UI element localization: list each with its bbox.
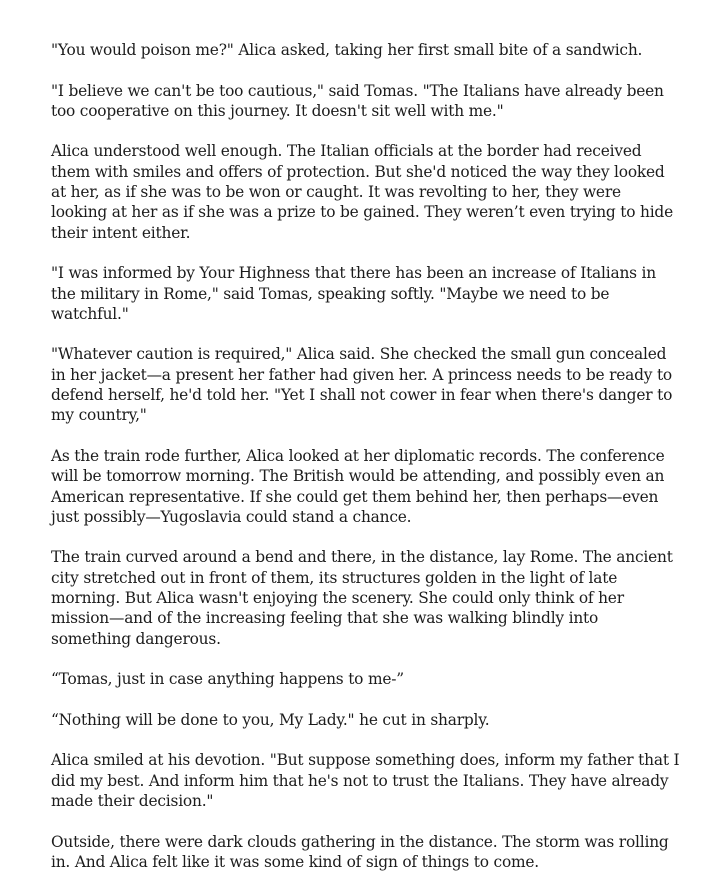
paragraph: “Tomas, just in case anything happens to me-” [51,670,404,689]
paragraph: Outside, there were dark clouds gathering in the distance. The storm was rolling in. And Alica felt like it was some kind of sign of things to come. [51,832,669,871]
paragraph: As the train rode further, Alica looked at her diplomatic records. The conference will be tomorrow morning. The British would be attending, and possibly even an American representative. If she could get them behind her, then perhaps—even just possibly—Yugoslavia could stand a chance. [51,446,665,526]
document-page [51,40,681,892]
paragraph: Alica understood well enough. The Italian officials at the border had received them with smiles and offers of protection. But she'd noticed the way they looked at her, as if she was to be won or caught. It was revolting to her, they were looking at her as if she was a prize to be gained. They weren’t even trying to hide their intent either. [51,142,673,242]
paragraph: “Nothing will be done to you, My Lady." he cut in sharply. [51,710,490,729]
paragraph: "You would poison me?" Alica asked, taking her first small bite of a sandwich. [51,41,643,59]
paragraph: "Whatever caution is required," Alica said. She checked the small gun concealed in her jacket—a present her father had given her. A princess needs to be ready to defend herself, he'd told her. "Yet I shall not cower in fear when there's danger to my country," [51,345,673,425]
paragraph: "I believe we can't be too cautious," said Tomas. "The Italians have already been too cooperative on this journey. It doesn't sit well with me." [51,81,664,120]
paragraph: Alica smiled at his devotion. "But suppose something does, inform my father that I did my best. And inform him that he's not to trust the Italians. They have already made their decision." [51,751,680,810]
paragraph: "I was informed by Your Highness that there has been an increase of Italians in the military in Rome," said Tomas, speaking softly. "Maybe we need to be watchful." [51,264,656,323]
paragraph: The train curved around a bend and there, in the distance, lay Rome. The ancient city stretched out in front of them, its structures golden in the light of late morning. But Alica wasn't enjoying the scenery. She could only think of her mission—and of the increasing feeling that she was walking blindly into something dangerous. [51,548,673,648]
